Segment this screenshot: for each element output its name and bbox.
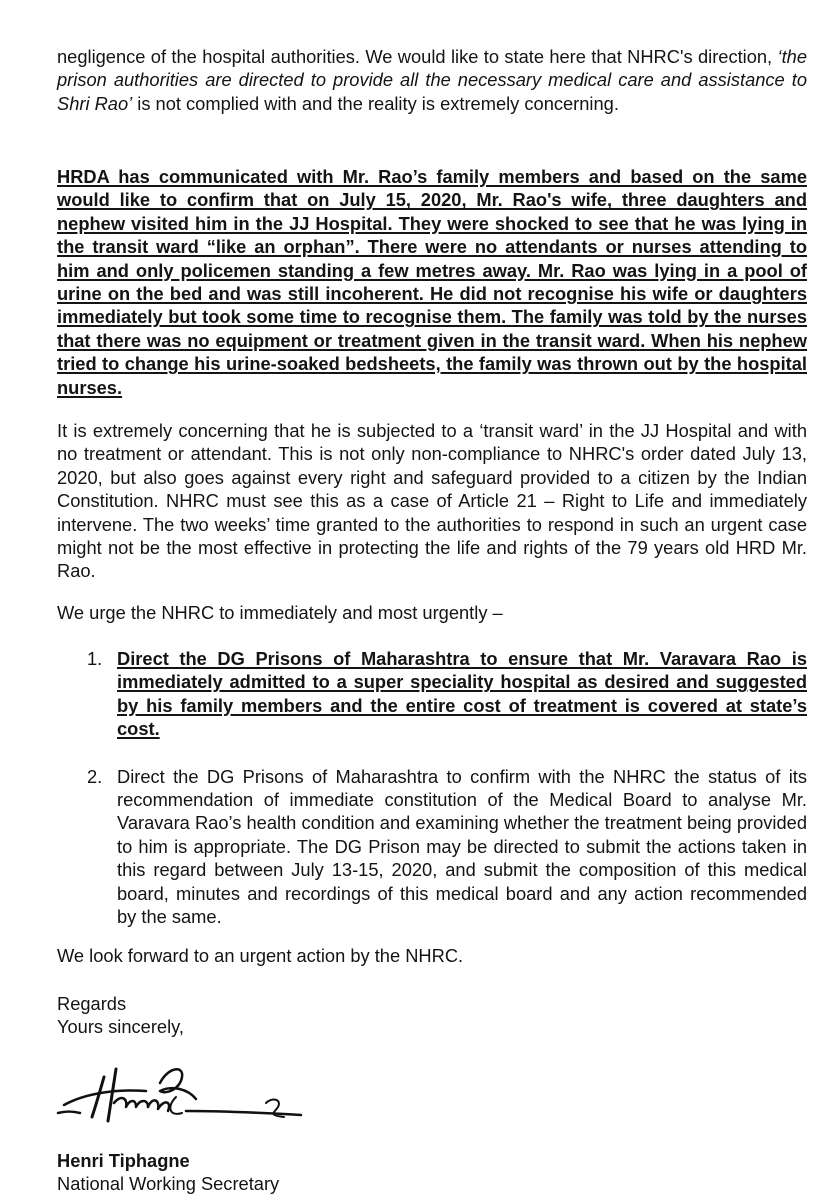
demand-item [57,647,807,741]
paragraph-negligence-end: is not complied with and the reality is extremely concerning. [132,92,619,114]
paragraph-transit-ward: It is extremely concerning that he is subjected to a ‘transit ward’ in the JJ Hospital and with no treatment or attendant. This is not only non-compliance to NHRC's order dated July 13, 2020, but also goes against every right and safeguard provided to a citizen by the Indian Constitution. NHRC must see this as a case of Article 21 – Right to Life and immediately intervene. The two weeks’ time granted to the authorities to respond in such an urgent case might not be the most effective in protecting the life and rights of the 79 years old HRD Mr. Rao. [57,420,807,582]
demand-number: 2. [87,765,103,787]
closing-sincerely: Yours sincerely, [57,1016,185,1037]
nhrc-direction-quote: ‘the prison authorities are directed to provide all the necessary medical care and assistance to Shri Rao’ [57,46,807,114]
paragraph-negligence [57,45,807,115]
signatory-name: Henri Tiphagne [57,1150,190,1171]
paragraph-urge: We urge the NHRC to immediately and most urgently – [57,602,503,623]
paragraph-negligence-start: negligence of the hospital authorities. We would like to state here that NHRC's direction, [57,46,778,67]
paragraph-family-visit: HRDA has communicated with Mr. Rao’s family members and based on the same would like to confirm that on July 15, 2020, Mr. Rao's wife, three daughters and nephew visited him in the JJ Hospital. They were shocked to see that he was lying in the transit ward “like an orphan”. There were no attendants or nurses attending to him and only policemen standing a few metres away. Mr. Rao was lying in a pool of urine on the bed and was still incoherent. He did not recognise his wife or daughters immediately but took some time to recognise them. The family was told by the nurses that there was no equipment or treatment given in the transit ward. When his nephew tried to change his urine-soaked bedsheets, the family was thrown out by the hospital nurses. [57,166,807,398]
closing-regards: Regards [57,993,127,1014]
handwritten-signature [56,1055,326,1135]
signatory-title: National Working Secretary [57,1173,280,1194]
demand-text: Direct the DG Prisons of Maharashtra to ensure that Mr. Varavara Rao is immediately admitted to a super speciality hospital as desired and suggested by his family members and the entire cost of treatment is covered at state’s cost. [117,648,807,740]
demands-list [57,647,807,928]
demand-number: 1. [87,648,103,669]
demand-item [57,765,807,929]
demand-text: Direct the DG Prisons of Maharashtra to confirm with the NHRC the status of its recommendation of immediate constitution of the Medical Board to analyse Mr. Varavara Rao’s health condition and examining whether the treatment being provided to him is appropriate. The DG Prison may be directed to submit the actions taken in this regard between July 13-15, 2020, and submit the composition of this medical board, minutes and recordings of this medical board and any action recommended by the same. [117,765,807,928]
paragraph-look-forward: We look forward to an urgent action by the NHRC. [57,945,464,966]
